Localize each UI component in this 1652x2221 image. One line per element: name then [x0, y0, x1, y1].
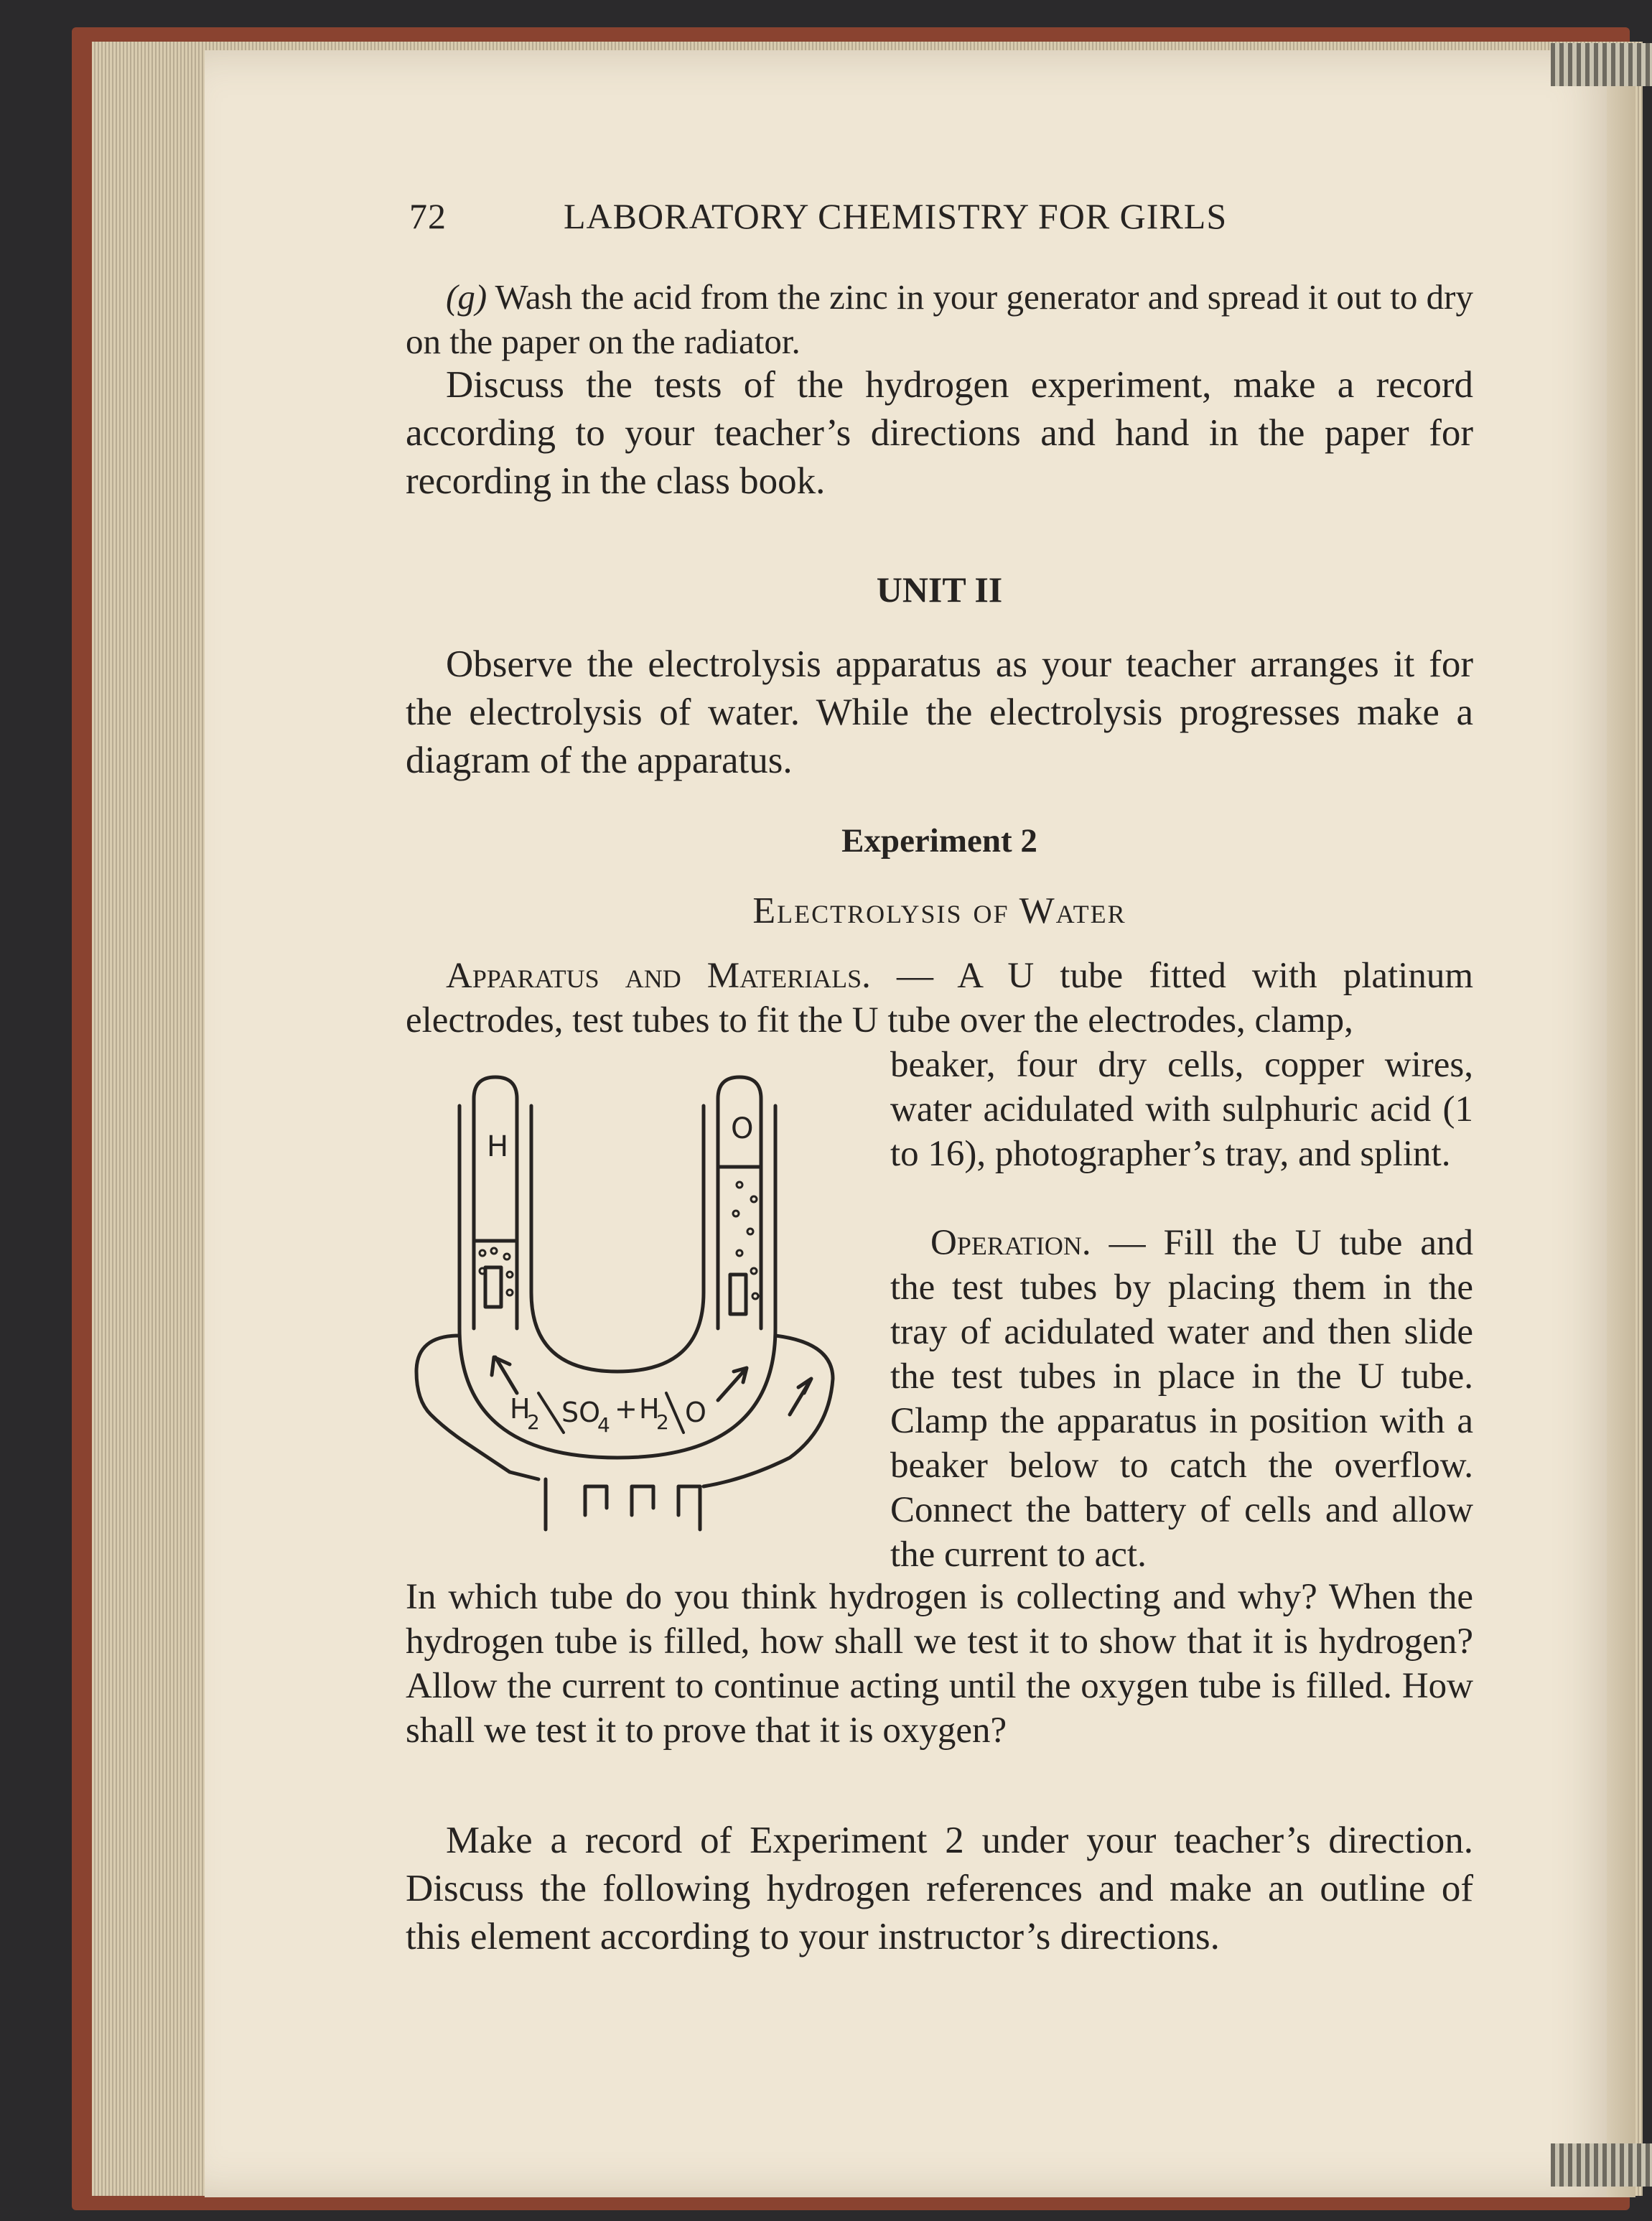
- experiment-title: Electrolysis of Water: [752, 890, 1126, 931]
- bubble: [491, 1248, 497, 1254]
- bubble: [480, 1250, 485, 1256]
- formula-so: SO: [561, 1397, 601, 1428]
- paragraph-unit-intro-text: Observe the electrolysis apparatus as your teacher arranges it for the electrolysis of water. While the electrolysis progresses make a diagram of the apparatus.: [406, 643, 1473, 781]
- paragraph-unit-intro: [406, 641, 1473, 785]
- bubble: [752, 1293, 758, 1299]
- oxygen-tube-label: O: [731, 1112, 754, 1145]
- page-number: 72: [409, 196, 447, 236]
- item-marker-g: (g): [446, 277, 487, 317]
- arrow-right: [718, 1368, 747, 1400]
- right-electrode: [730, 1275, 746, 1314]
- left-electrode: [485, 1267, 501, 1307]
- paragraph-discuss-tests: [406, 361, 1473, 506]
- paragraph-apparatus-cont: [890, 1043, 1473, 1176]
- electrolysis-diagram: [402, 1056, 862, 1551]
- apparatus-text-a: — A U tube fitted with platinum electrodes, test tubes to fit the U tube over the electrodes, clamp,: [406, 956, 1474, 1040]
- formula-slash-1: [538, 1393, 564, 1433]
- paragraph-apparatus: [406, 954, 1473, 1043]
- apparatus-label: Apparatus and Materials.: [446, 956, 871, 996]
- unit-heading: UNIT II: [876, 569, 1003, 610]
- paragraph-operation-cont: [406, 1575, 1473, 1753]
- paragraph-record: [406, 1817, 1473, 1961]
- bubble: [747, 1229, 753, 1234]
- bubble: [751, 1268, 757, 1274]
- running-title: LABORATORY CHEMISTRY FOR GIRLS: [564, 196, 1228, 236]
- formula-sub-2: 2: [527, 1410, 540, 1434]
- bubble: [507, 1290, 513, 1295]
- paragraph-discuss-tests-text: Discuss the tests of the hydrogen experiment, make a record according to your teacher’s directions and hand in the paper for recording in the class book.: [406, 364, 1473, 502]
- u-tube-inner: [531, 1106, 704, 1372]
- bubble: [480, 1268, 485, 1274]
- apparatus-text-b: beaker, four dry cells, copper wires, water acidulated with sulphuric acid (1 to 16), photographer’s tray, and splint.: [890, 1045, 1473, 1174]
- bubble: [504, 1254, 510, 1260]
- bubble: [737, 1250, 742, 1256]
- formula-o: O: [685, 1397, 706, 1428]
- bubble: [737, 1182, 742, 1188]
- hydrogen-tube-label: H: [487, 1130, 509, 1163]
- paragraph-record-text: Make a record of Experiment 2 under your teacher’s direction. Discuss the following hydrogen references and make an outline of this element according to your instructor’s directions.: [406, 1820, 1473, 1957]
- bubble: [733, 1211, 739, 1216]
- operation-text-a: — Fill the U tube and the test tubes by placing them in the tray of acidulated water and then slide the test tubes in place in the U tube. Clamp the apparatus in position with a beaker below to catch the overflow. Connect the battery of cells and allow the current to act.: [890, 1223, 1473, 1575]
- binding-stitching-bottom: [1551, 2143, 1652, 2187]
- formula-h: H: [510, 1393, 531, 1425]
- formula-plus: +: [615, 1393, 638, 1425]
- page-gutter: [1607, 50, 1635, 2197]
- paragraph-g: [406, 275, 1473, 364]
- experiment-heading: Experiment 2: [841, 822, 1037, 860]
- battery-cells: [546, 1479, 700, 1529]
- formula-sub-4: 4: [597, 1413, 610, 1437]
- binding-stitching: [1551, 43, 1652, 86]
- operation-text-b: In which tube do you think hydrogen is collecting and why? When the hydrogen tube is filled, how shall we test it to show that it is hydrogen? Allow the current to continue acting until the oxygen tube is filled. How shall we test it to prove that it is oxygen?: [406, 1577, 1473, 1751]
- right-wire: [704, 1336, 833, 1486]
- bubble: [751, 1196, 757, 1202]
- operation-label: Operation.: [930, 1223, 1091, 1263]
- bubble: [507, 1272, 513, 1277]
- paragraph-g-text: Wash the acid from the zinc in your generator and spread it out to dry on the paper on the radiator.: [406, 277, 1473, 361]
- arrow-left: [492, 1357, 517, 1393]
- formula-sub-2b: 2: [656, 1410, 669, 1434]
- arrow-right-2: [790, 1379, 811, 1415]
- formula-h2: H: [639, 1393, 660, 1425]
- paragraph-operation: [890, 1221, 1473, 1577]
